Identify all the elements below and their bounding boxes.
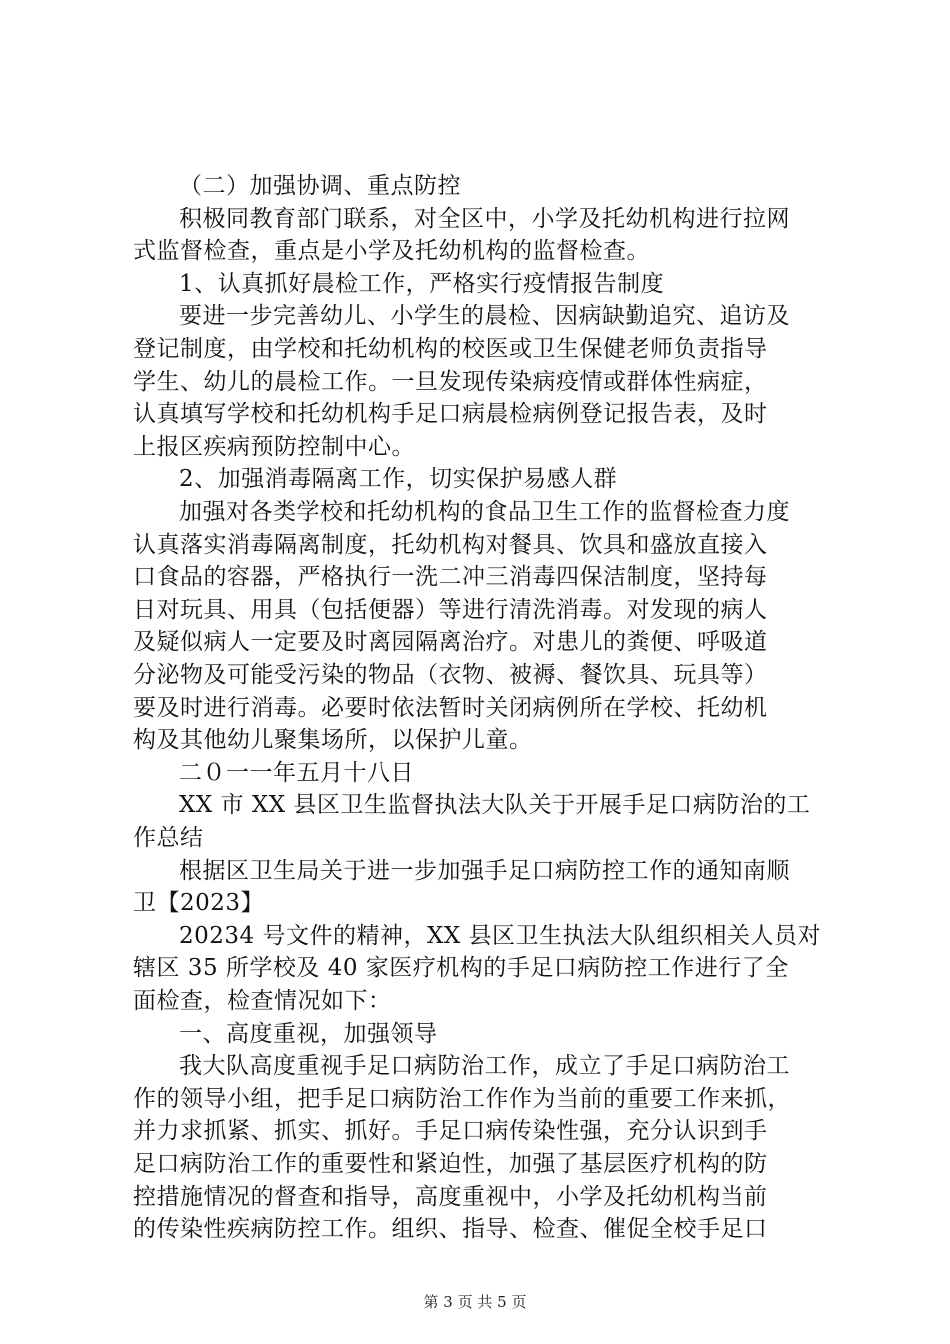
text-line: 加强对各类学校和托幼机构的食品卫生工作的监督检查力度 — [179, 499, 790, 525]
text-line: 上报区疾病预防控制中心。 — [133, 433, 415, 460]
text-line: 一、高度重视，加强领导 — [179, 1020, 438, 1047]
text-line: 足口病防治工作的重要性和紧迫性，加强了基层医疗机构的防 — [133, 1151, 768, 1177]
text-line: 面检查，检查情况如下： — [133, 988, 392, 1014]
text-line: 并力求抓紧、抓实、抓好。手足口病传染性强，充分认识到手 — [133, 1118, 768, 1145]
text-line: 的传染性疾病防控工作。组织、指导、检查、催促全校手足口 — [133, 1216, 768, 1243]
text-line: 式监督检查，重点是小学及托幼机构的监督检查。 — [133, 238, 650, 265]
text-line: XX 市 XX 县区卫生监督执法大队关于开展手足口病防治的工 — [179, 792, 811, 819]
text-line: 辖区 35 所学校及 40 家医疗机构的手足口病防控工作进行了全 — [133, 955, 789, 982]
text-line: 口食品的容器，严格执行一洗二冲三消毒四保洁制度，坚持每 — [133, 564, 768, 591]
page-number-footer: 第 3 页 共 5 页 — [423, 1293, 527, 1311]
text-line: 积极同教育部门联系，对全区中，小学及托幼机构进行拉网 — [179, 205, 790, 232]
text-line: 分泌物及可能受污染的物品（衣物、被褥、餐饮具、玩具等） — [133, 662, 768, 688]
text-line: 登记制度，由学校和托幼机构的校医或卫生保健老师负责指导 — [133, 336, 768, 362]
text-line: 日对玩具、用具（包括便器）等进行清洗消毒。对发现的病人 — [133, 596, 768, 623]
text-line: 要进一步完善幼儿、小学生的晨检、因病缺勤追究、追访及 — [179, 303, 790, 330]
text-line: 卫【2023】 — [133, 890, 265, 917]
text-line: 作的领导小组，把手足口病防治工作作为当前的重要工作来抓， — [133, 1085, 791, 1112]
text-line: 20234 号文件的精神，XX 县区卫生执法大队组织相关人员对 — [179, 922, 822, 949]
text-line: 控措施情况的督查和指导，高度重视中，小学及托幼机构当前 — [133, 1183, 768, 1210]
text-line: 二０一一年五月十八日 — [179, 759, 414, 786]
text-line: 认真填写学校和托幼机构手足口病晨检病例登记报告表，及时 — [133, 401, 768, 428]
text-line: 及疑似病人一定要及时离园隔离治疗。对患儿的粪便、呼吸道 — [133, 629, 768, 656]
text-line: 2、加强消毒隔离工作，切实保护易感人群 — [179, 466, 618, 493]
text-line: 根据区卫生局关于进一步加强手足口病防控工作的通知南顺 — [179, 857, 790, 884]
text-line: 学生、幼儿的晨检工作。一旦发现传染病疫情或群体性病症， — [133, 368, 768, 395]
text-line: 要及时进行消毒。必要时依法暂时关闭病例所在学校、托幼机 — [133, 694, 768, 721]
text-line: （二）加强协调、重点防控 — [179, 173, 461, 199]
text-line: 1、认真抓好晨检工作，严格实行疫情报告制度 — [179, 270, 665, 297]
text-line: 构及其他幼儿聚集场所，以保护儿童。 — [133, 727, 533, 754]
text-line: 认真落实消毒隔离制度，托幼机构对餐具、饮具和盛放直接入 — [133, 531, 768, 558]
text-line: 我大队高度重视手足口病防治工作，成立了手足口病防治工 — [179, 1053, 790, 1080]
text-line: 作总结 — [133, 825, 204, 851]
